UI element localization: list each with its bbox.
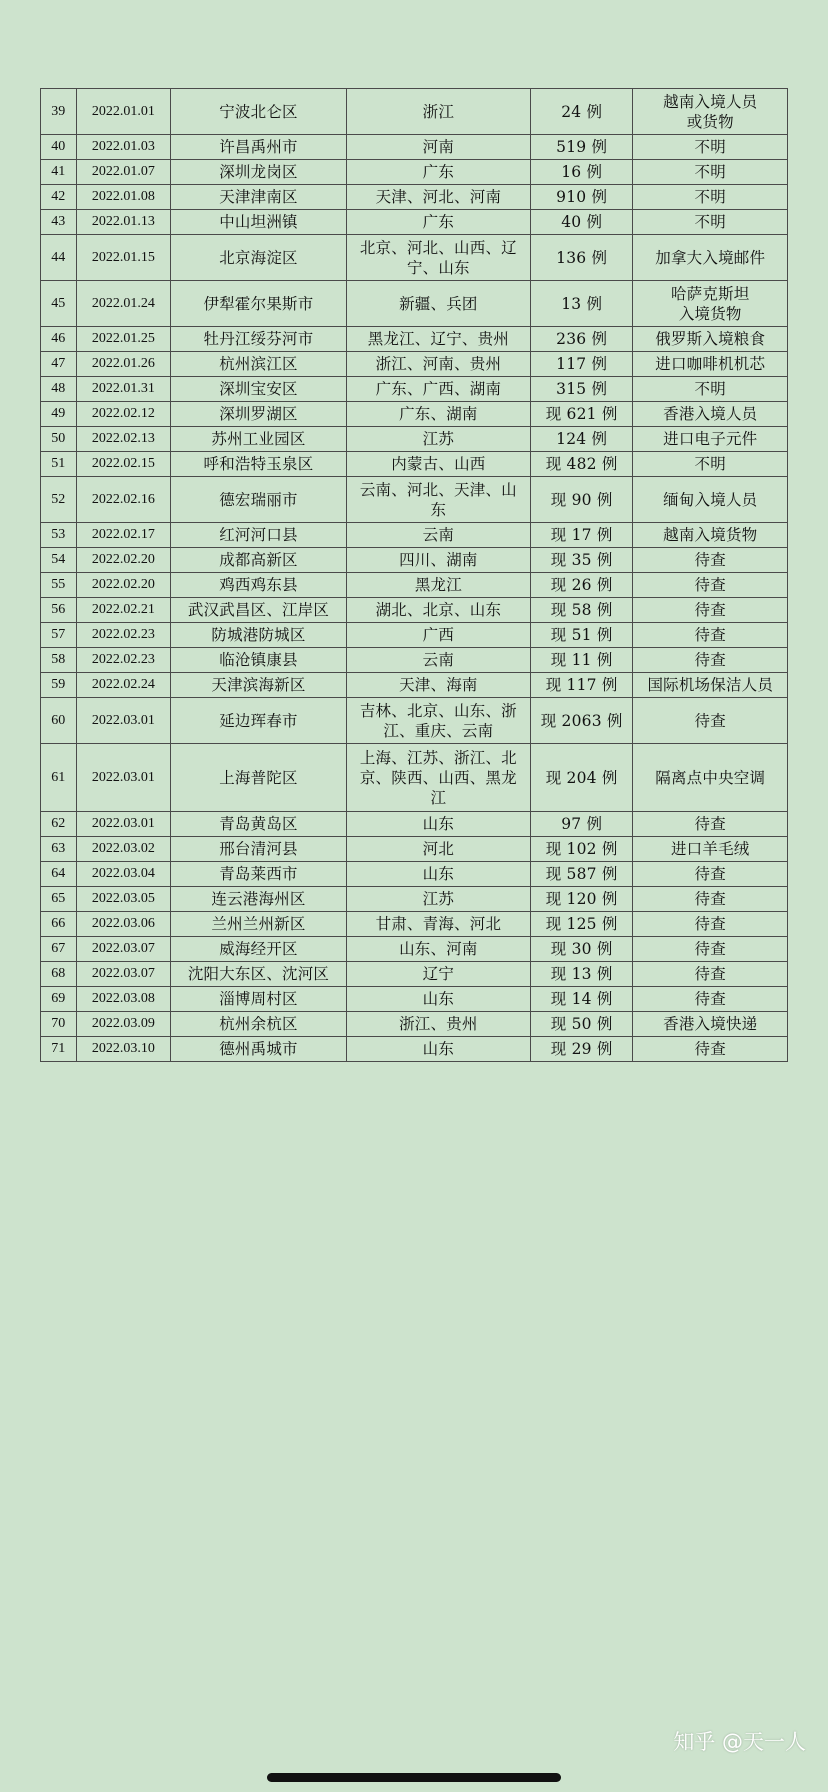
cell-no: 54 (41, 548, 77, 573)
cell-count: 910 例 (530, 185, 633, 210)
cell-place: 天津滨海新区 (171, 673, 347, 698)
cell-no: 66 (41, 912, 77, 937)
cell-count: 现 30 例 (530, 937, 633, 962)
table-row (41, 281, 788, 327)
cell-place: 临沧镇康县 (171, 648, 347, 673)
cell-source: 不明 (633, 135, 788, 160)
cell-date: 2022.01.25 (76, 327, 171, 352)
cell-count: 现 102 例 (530, 837, 633, 862)
cell-prov: 河南 (346, 135, 530, 160)
cell-date: 2022.02.21 (76, 598, 171, 623)
cell-no: 67 (41, 937, 77, 962)
cell-place: 成都高新区 (171, 548, 347, 573)
cell-prov: 内蒙古、山西 (346, 452, 530, 477)
cell-source: 香港入境快递 (633, 1012, 788, 1037)
cell-source: 待查 (633, 912, 788, 937)
cell-place: 许昌禹州市 (171, 135, 347, 160)
cell-source: 哈萨克斯坦 入境货物 (633, 281, 788, 327)
cell-no: 71 (41, 1037, 77, 1062)
cell-no: 40 (41, 135, 77, 160)
cell-place: 杭州滨江区 (171, 352, 347, 377)
cell-place: 红河河口县 (171, 523, 347, 548)
cell-prov: 山东 (346, 987, 530, 1012)
cell-count: 现 2063 例 (530, 698, 633, 744)
cell-count: 519 例 (530, 135, 633, 160)
cell-count: 24 例 (530, 89, 633, 135)
cell-count: 现 26 例 (530, 573, 633, 598)
cell-source: 待查 (633, 812, 788, 837)
cell-date: 2022.03.10 (76, 1037, 171, 1062)
cell-no: 53 (41, 523, 77, 548)
cell-place: 延边珲春市 (171, 698, 347, 744)
table-row (41, 837, 788, 862)
cell-date: 2022.02.16 (76, 477, 171, 523)
cell-date: 2022.02.23 (76, 623, 171, 648)
cell-count: 现 11 例 (530, 648, 633, 673)
cell-place: 连云港海州区 (171, 887, 347, 912)
cell-source: 不明 (633, 160, 788, 185)
cell-no: 65 (41, 887, 77, 912)
cell-prov: 广东 (346, 210, 530, 235)
cell-count: 现 51 例 (530, 623, 633, 648)
cell-prov: 北京、河北、山西、辽 宁、山东 (346, 235, 530, 281)
cell-date: 2022.03.07 (76, 937, 171, 962)
cell-date: 2022.01.31 (76, 377, 171, 402)
cell-place: 青岛黄岛区 (171, 812, 347, 837)
cell-source: 待查 (633, 573, 788, 598)
cell-prov: 浙江、贵州 (346, 1012, 530, 1037)
cell-date: 2022.02.20 (76, 573, 171, 598)
cell-prov: 吉林、北京、山东、浙 江、重庆、云南 (346, 698, 530, 744)
cell-date: 2022.03.01 (76, 698, 171, 744)
cell-prov: 辽宁 (346, 962, 530, 987)
cell-count: 现 58 例 (530, 598, 633, 623)
cell-source: 隔离点中央空调 (633, 744, 788, 812)
cell-no: 42 (41, 185, 77, 210)
cell-source: 不明 (633, 210, 788, 235)
cell-prov: 浙江 (346, 89, 530, 135)
outbreak-table (40, 88, 788, 1062)
cell-prov: 广东、湖南 (346, 402, 530, 427)
cell-no: 58 (41, 648, 77, 673)
cell-date: 2022.03.05 (76, 887, 171, 912)
cell-date: 2022.01.07 (76, 160, 171, 185)
table-body (41, 89, 788, 1062)
cell-source: 国际机场保洁人员 (633, 673, 788, 698)
cell-prov: 山东 (346, 1037, 530, 1062)
cell-place: 中山坦洲镇 (171, 210, 347, 235)
cell-date: 2022.01.24 (76, 281, 171, 327)
cell-place: 兰州兰州新区 (171, 912, 347, 937)
cell-date: 2022.03.06 (76, 912, 171, 937)
cell-prov: 浙江、河南、贵州 (346, 352, 530, 377)
cell-source: 进口咖啡机机芯 (633, 352, 788, 377)
cell-place: 北京海淀区 (171, 235, 347, 281)
cell-prov: 湖北、北京、山东 (346, 598, 530, 623)
table-row (41, 648, 788, 673)
cell-place: 淄博周村区 (171, 987, 347, 1012)
cell-place: 武汉武昌区、江岸区 (171, 598, 347, 623)
cell-place: 宁波北仑区 (171, 89, 347, 135)
cell-no: 39 (41, 89, 77, 135)
table-row (41, 327, 788, 352)
cell-source: 进口羊毛绒 (633, 837, 788, 862)
cell-count: 现 125 例 (530, 912, 633, 937)
cell-count: 136 例 (530, 235, 633, 281)
table-row (41, 812, 788, 837)
cell-prov: 甘肃、青海、河北 (346, 912, 530, 937)
table-row (41, 210, 788, 235)
cell-place: 杭州余杭区 (171, 1012, 347, 1037)
cell-place: 威海经开区 (171, 937, 347, 962)
table-row (41, 477, 788, 523)
cell-no: 50 (41, 427, 77, 452)
cell-count: 16 例 (530, 160, 633, 185)
table-row (41, 452, 788, 477)
cell-no: 63 (41, 837, 77, 862)
cell-place: 深圳龙岗区 (171, 160, 347, 185)
cell-prov: 黑龙江、辽宁、贵州 (346, 327, 530, 352)
cell-date: 2022.01.15 (76, 235, 171, 281)
cell-no: 55 (41, 573, 77, 598)
cell-date: 2022.03.02 (76, 837, 171, 862)
cell-prov: 云南 (346, 648, 530, 673)
table-row (41, 573, 788, 598)
cell-prov: 山东 (346, 862, 530, 887)
home-indicator (267, 1773, 561, 1782)
cell-no: 48 (41, 377, 77, 402)
table-row (41, 185, 788, 210)
cell-place: 苏州工业园区 (171, 427, 347, 452)
table-row (41, 744, 788, 812)
cell-source: 待查 (633, 887, 788, 912)
cell-source: 不明 (633, 377, 788, 402)
cell-date: 2022.02.20 (76, 548, 171, 573)
cell-place: 德州禹城市 (171, 1037, 347, 1062)
cell-count: 124 例 (530, 427, 633, 452)
cell-source: 越南入境货物 (633, 523, 788, 548)
cell-no: 59 (41, 673, 77, 698)
outbreak-table-container (40, 88, 788, 1062)
cell-source: 待查 (633, 987, 788, 1012)
cell-date: 2022.03.08 (76, 987, 171, 1012)
cell-count: 现 35 例 (530, 548, 633, 573)
cell-prov: 天津、海南 (346, 673, 530, 698)
cell-place: 伊犁霍尔果斯市 (171, 281, 347, 327)
cell-prov: 上海、江苏、浙江、北 京、陕西、山西、黑龙 江 (346, 744, 530, 812)
cell-date: 2022.01.01 (76, 89, 171, 135)
cell-count: 117 例 (530, 352, 633, 377)
cell-count: 现 50 例 (530, 1012, 633, 1037)
cell-place: 天津津南区 (171, 185, 347, 210)
cell-place: 德宏瑞丽市 (171, 477, 347, 523)
cell-count: 13 例 (530, 281, 633, 327)
cell-source: 待查 (633, 962, 788, 987)
table-row (41, 673, 788, 698)
cell-place: 邢台清河县 (171, 837, 347, 862)
table-row (41, 862, 788, 887)
cell-date: 2022.03.04 (76, 862, 171, 887)
cell-prov: 广西 (346, 623, 530, 648)
cell-date: 2022.01.08 (76, 185, 171, 210)
cell-date: 2022.01.03 (76, 135, 171, 160)
table-row (41, 523, 788, 548)
cell-source: 待查 (633, 548, 788, 573)
cell-date: 2022.03.07 (76, 962, 171, 987)
cell-source: 待查 (633, 598, 788, 623)
table-row (41, 962, 788, 987)
table-row (41, 887, 788, 912)
cell-count: 现 90 例 (530, 477, 633, 523)
cell-prov: 黑龙江 (346, 573, 530, 598)
cell-no: 56 (41, 598, 77, 623)
table-row (41, 698, 788, 744)
cell-place: 防城港防城区 (171, 623, 347, 648)
cell-prov: 山东、河南 (346, 937, 530, 962)
cell-prov: 新疆、兵团 (346, 281, 530, 327)
cell-count: 现 117 例 (530, 673, 633, 698)
cell-prov: 云南、河北、天津、山 东 (346, 477, 530, 523)
cell-no: 64 (41, 862, 77, 887)
cell-prov: 天津、河北、河南 (346, 185, 530, 210)
cell-prov: 江苏 (346, 427, 530, 452)
cell-source: 越南入境人员 或货物 (633, 89, 788, 135)
cell-no: 69 (41, 987, 77, 1012)
table-row (41, 135, 788, 160)
cell-count: 现 621 例 (530, 402, 633, 427)
cell-no: 49 (41, 402, 77, 427)
cell-count: 现 120 例 (530, 887, 633, 912)
cell-prov: 江苏 (346, 887, 530, 912)
table-row (41, 623, 788, 648)
cell-place: 牡丹江绥芬河市 (171, 327, 347, 352)
cell-prov: 广东 (346, 160, 530, 185)
cell-count: 现 587 例 (530, 862, 633, 887)
cell-no: 62 (41, 812, 77, 837)
table-row (41, 235, 788, 281)
cell-no: 41 (41, 160, 77, 185)
cell-prov: 云南 (346, 523, 530, 548)
table-row (41, 160, 788, 185)
table-row (41, 427, 788, 452)
cell-count: 现 17 例 (530, 523, 633, 548)
cell-date: 2022.02.15 (76, 452, 171, 477)
cell-place: 沈阳大东区、沈河区 (171, 962, 347, 987)
cell-date: 2022.02.24 (76, 673, 171, 698)
cell-source: 待查 (633, 698, 788, 744)
table-row (41, 937, 788, 962)
cell-no: 52 (41, 477, 77, 523)
cell-source: 不明 (633, 185, 788, 210)
cell-no: 51 (41, 452, 77, 477)
cell-count: 97 例 (530, 812, 633, 837)
table-row (41, 1037, 788, 1062)
cell-source: 香港入境人员 (633, 402, 788, 427)
cell-date: 2022.02.12 (76, 402, 171, 427)
table-row (41, 89, 788, 135)
cell-count: 现 482 例 (530, 452, 633, 477)
cell-no: 70 (41, 1012, 77, 1037)
zhihu-watermark: 知乎 @天一人 (673, 1730, 806, 1754)
table-row (41, 598, 788, 623)
cell-place: 青岛莱西市 (171, 862, 347, 887)
cell-prov: 河北 (346, 837, 530, 862)
table-row (41, 352, 788, 377)
cell-prov: 广东、广西、湖南 (346, 377, 530, 402)
cell-no: 47 (41, 352, 77, 377)
cell-no: 45 (41, 281, 77, 327)
cell-count: 现 13 例 (530, 962, 633, 987)
table-row (41, 987, 788, 1012)
cell-count: 现 29 例 (530, 1037, 633, 1062)
cell-no: 68 (41, 962, 77, 987)
cell-prov: 四川、湖南 (346, 548, 530, 573)
cell-count: 40 例 (530, 210, 633, 235)
cell-date: 2022.01.13 (76, 210, 171, 235)
cell-source: 待查 (633, 937, 788, 962)
cell-count: 现 14 例 (530, 987, 633, 1012)
cell-source: 缅甸入境人员 (633, 477, 788, 523)
table-row (41, 548, 788, 573)
cell-date: 2022.03.01 (76, 744, 171, 812)
cell-count: 现 204 例 (530, 744, 633, 812)
cell-place: 上海普陀区 (171, 744, 347, 812)
cell-prov: 山东 (346, 812, 530, 837)
cell-date: 2022.01.26 (76, 352, 171, 377)
cell-count: 315 例 (530, 377, 633, 402)
table-row (41, 402, 788, 427)
cell-source: 俄罗斯入境粮食 (633, 327, 788, 352)
cell-source: 待查 (633, 862, 788, 887)
cell-source: 不明 (633, 452, 788, 477)
cell-no: 43 (41, 210, 77, 235)
cell-source: 进口电子元件 (633, 427, 788, 452)
cell-no: 46 (41, 327, 77, 352)
cell-date: 2022.03.09 (76, 1012, 171, 1037)
cell-count: 236 例 (530, 327, 633, 352)
cell-place: 鸡西鸡东县 (171, 573, 347, 598)
cell-source: 待查 (633, 1037, 788, 1062)
table-row (41, 912, 788, 937)
cell-source: 加拿大入境邮件 (633, 235, 788, 281)
cell-no: 61 (41, 744, 77, 812)
cell-date: 2022.02.23 (76, 648, 171, 673)
cell-source: 待查 (633, 648, 788, 673)
cell-date: 2022.02.17 (76, 523, 171, 548)
cell-date: 2022.02.13 (76, 427, 171, 452)
table-row (41, 1012, 788, 1037)
cell-no: 60 (41, 698, 77, 744)
cell-place: 深圳罗湖区 (171, 402, 347, 427)
cell-place: 深圳宝安区 (171, 377, 347, 402)
cell-place: 呼和浩特玉泉区 (171, 452, 347, 477)
cell-no: 57 (41, 623, 77, 648)
cell-date: 2022.03.01 (76, 812, 171, 837)
cell-source: 待查 (633, 623, 788, 648)
cell-no: 44 (41, 235, 77, 281)
table-row (41, 377, 788, 402)
